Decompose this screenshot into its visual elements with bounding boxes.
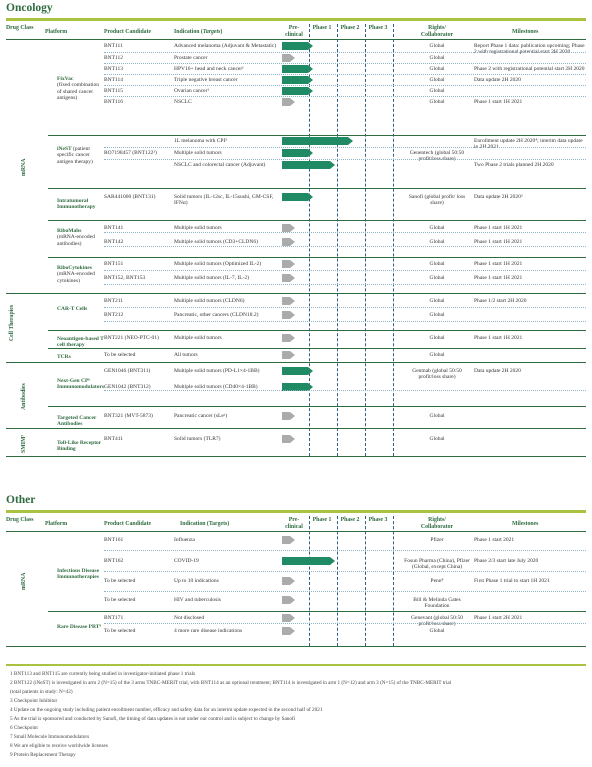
row-separator bbox=[104, 390, 586, 391]
rights-collaborator: Global bbox=[429, 239, 445, 245]
row-separator bbox=[104, 52, 586, 53]
hdr-drug-class: Drug Class bbox=[6, 517, 34, 523]
row-separator bbox=[104, 63, 586, 64]
product-candidate: To be selected bbox=[104, 597, 136, 603]
milestone: Phase 2 with registrational potential start 2H 2020 bbox=[474, 66, 585, 72]
indication: Multiple solid tumors bbox=[174, 150, 222, 156]
other-phase-arrow bbox=[282, 577, 295, 585]
row-separator bbox=[104, 321, 586, 322]
oncology-phase-arrow bbox=[282, 54, 295, 62]
row-separator bbox=[104, 270, 586, 271]
footnote: 7 Small Molecule Immunomodulators bbox=[10, 734, 90, 740]
product-candidate: BNT161 bbox=[104, 537, 124, 543]
hdr-preclinical: Pre-clinical bbox=[285, 25, 303, 38]
row-separator bbox=[104, 284, 586, 285]
indication: Influenza bbox=[174, 537, 195, 543]
oncology-phase-arrow bbox=[282, 367, 313, 375]
product-candidate: BNT113 bbox=[104, 66, 124, 72]
indication: Pancreatic, other cancers (CLDN18.2) bbox=[174, 312, 259, 318]
footnote: 3 Checkpoint Inhibitor bbox=[10, 698, 58, 704]
group-line bbox=[48, 406, 586, 407]
milestone: Phase 1 start 1H 2021 bbox=[474, 99, 523, 105]
footnote: 1 BNT113 and BNT115 are currently being studied in investigator-initiated phase 1 trials bbox=[10, 671, 196, 677]
class-mrna: mRNA bbox=[21, 158, 27, 176]
product-candidate: BNT142 bbox=[104, 239, 124, 245]
oncology-phase-arrow bbox=[282, 193, 313, 201]
other-header-line bbox=[6, 531, 586, 532]
milestone: Phase 1 start 1H 2021 bbox=[474, 261, 523, 267]
oncology-phase-arrow bbox=[282, 98, 295, 106]
rights-collaborator: Global bbox=[429, 413, 445, 419]
hdr-phase3: Phase 3 bbox=[368, 25, 388, 31]
other-phase-arrow bbox=[282, 536, 295, 544]
row-separator bbox=[104, 85, 586, 86]
indication: Multiple solid tumors (Optimized IL-2) bbox=[174, 261, 262, 267]
oncology-phase-arrow bbox=[282, 238, 295, 246]
indication: HIV and tuberculosis bbox=[174, 597, 221, 603]
other-phase-arrow bbox=[282, 627, 295, 635]
rights-collaborator: Global bbox=[429, 55, 445, 61]
indication: Advanced melanoma (Adjuvant & Metastatic) bbox=[174, 43, 277, 49]
other-phase-arrow bbox=[282, 596, 295, 604]
product-candidate: BNT115 bbox=[104, 88, 124, 94]
product-candidate: BNT141 bbox=[104, 225, 124, 231]
oncology-phase-arrow bbox=[282, 161, 335, 169]
hdr-phase3: Phase 3 bbox=[368, 517, 388, 523]
product-candidate: BNT152, BNT153 bbox=[104, 275, 146, 281]
dash-line bbox=[337, 24, 338, 456]
row-separator bbox=[104, 571, 586, 572]
hdr-phase1: Phase 1 bbox=[312, 517, 332, 523]
indication: Solid tumors (IL-12sc, IL-15sushi, GM-CSF, IFNα) bbox=[174, 194, 274, 207]
hdr-platform: Platform bbox=[45, 29, 68, 35]
rights-collaborator: Global bbox=[429, 88, 445, 94]
rights-collaborator: Global bbox=[429, 335, 445, 341]
indication: Pancreatic cancer (sLeᵃ) bbox=[174, 413, 228, 419]
milestone: First Phase 1 trial to start 1H 2021 bbox=[474, 578, 550, 584]
indication: HPV16+ head and neck cancer¹ bbox=[174, 66, 244, 72]
product-candidate: BNT411 bbox=[104, 436, 124, 442]
rights-collaborator: Sanofi (global profit/ loss share) bbox=[408, 194, 466, 207]
platform-cart: CAR-T Cells bbox=[57, 306, 88, 312]
milestone: Phase 1/2 start 2H 2020 bbox=[474, 298, 527, 304]
platform-neoantigen: Neoantigen-based T cell therapy bbox=[57, 336, 104, 349]
footnote: 5 As the trial is sponsored and conducted by Sanofi, the timing of data updates is not under our control and is subject to change by Sanofi bbox=[10, 716, 296, 722]
product-candidate: To be selected bbox=[104, 628, 136, 634]
platform-ribocytokines: RiboCytokines (mRNA-encoded cytokines) bbox=[57, 265, 95, 284]
product-candidate: BNT171 bbox=[104, 615, 124, 621]
hdr-rights: Rights/ Collaborator bbox=[420, 517, 454, 530]
milestone: Data update 2H 2020⁵ bbox=[474, 194, 523, 200]
row-separator bbox=[104, 623, 586, 624]
indication: Multiple solid tumors (CD3+CLDN6) bbox=[174, 239, 258, 245]
row-separator bbox=[104, 147, 586, 148]
row-separator bbox=[104, 159, 586, 160]
class-antibodies: Antibodies bbox=[21, 383, 27, 410]
product-candidate: BNT151 bbox=[104, 261, 124, 267]
group-line bbox=[6, 456, 586, 457]
hdr-indication: Indication (Targets) bbox=[180, 521, 230, 527]
rights-collaborator: Global bbox=[429, 77, 445, 83]
oncology-phase-arrow bbox=[282, 224, 295, 232]
group-line bbox=[6, 362, 586, 363]
oncology-phase-arrow bbox=[282, 334, 295, 342]
class-mrna: mRNA bbox=[21, 572, 27, 590]
rights-collaborator: Penn⁸ bbox=[430, 578, 444, 584]
product-candidate: BNT112 bbox=[104, 55, 124, 61]
rights-collaborator: Global bbox=[429, 99, 445, 105]
platform-inest: iNeST (patient specific cancer antigen therapy) bbox=[57, 146, 93, 165]
rights-collaborator: Genentech (global 50:50 profit/loss share) bbox=[409, 150, 465, 163]
rights-collaborator: Genevant (global 50:50 profit/loss share) bbox=[411, 615, 463, 628]
oncology-phase-arrow bbox=[282, 311, 295, 319]
oncology-phase-arrow bbox=[282, 149, 313, 157]
indication: NSCLC bbox=[174, 99, 192, 105]
dash-line bbox=[393, 24, 394, 456]
platform-nextgen: Next-Gen CP⁶ Immunomodulators bbox=[57, 378, 105, 391]
milestone: Phase 1 start 1H 2021 bbox=[474, 275, 523, 281]
rights-collaborator: Global bbox=[429, 298, 445, 304]
hdr-phase2: Phase 2 bbox=[340, 25, 360, 31]
product-candidate: GEN1042 (BNT312) bbox=[104, 384, 151, 390]
rights-collaborator: Global bbox=[429, 66, 445, 72]
milestone: Phase 1 start 1H 2021 bbox=[474, 225, 523, 231]
indication: Prostate cancer bbox=[174, 55, 208, 61]
product-candidate: BNT111 bbox=[104, 43, 123, 49]
hdr-product: Product Candidate bbox=[104, 29, 152, 35]
row-separator bbox=[104, 307, 586, 308]
indication: COVID-19 bbox=[174, 558, 199, 564]
oncology-phase-arrow bbox=[282, 412, 295, 420]
oncology-title: Oncology bbox=[6, 2, 53, 14]
product-candidate: RO7198457 (BNT122²) bbox=[104, 150, 157, 156]
milestone: Phase 1 start 2H 2021 bbox=[474, 615, 523, 621]
class-smim: SMIM⁷ bbox=[21, 434, 27, 453]
indication: Not disclosed bbox=[174, 615, 205, 621]
group-line bbox=[6, 293, 586, 294]
platform-targeted: Targeted Cancer Antibodies bbox=[57, 415, 97, 428]
footnote: 6 Checkpoint bbox=[10, 725, 38, 731]
row-separator bbox=[104, 232, 586, 233]
row-separator bbox=[104, 96, 586, 97]
milestone: Report Phase 1 data: publication upcoming; Phase 2 with registrational potential start 2H 2020 bbox=[474, 43, 585, 56]
indication: 1L melanoma with CPI³ bbox=[174, 138, 227, 144]
hdr-platform: Platform bbox=[45, 521, 68, 527]
rights-collaborator: Global bbox=[429, 225, 445, 231]
milestone: Enrollment update 2H 2020⁴; interim data update in 2H 2021 bbox=[474, 138, 583, 151]
dash-line bbox=[393, 516, 394, 646]
hdr-phase1: Phase 1 bbox=[312, 25, 332, 31]
dash-line bbox=[365, 516, 366, 646]
dash-line bbox=[365, 24, 366, 456]
other-phase-arrow bbox=[282, 614, 295, 622]
indication: Multiple solid tumors bbox=[174, 335, 222, 341]
hdr-phase2: Phase 2 bbox=[340, 517, 360, 523]
oncology-phase-arrow bbox=[282, 87, 313, 95]
oncology-header-line bbox=[6, 39, 586, 40]
footnote: 2 BNT122 (iNeST) is investigated in arm 2 (N=15) of the 3 arms TNBC-MERIT trial, with BNT114 as an optional treatment; BNT114 is investigated in arm 1 (N=12) and arm 3 (N=15) of the TNBC-MERIT trial bbox=[10, 680, 452, 686]
oncology-phase-arrow bbox=[282, 42, 313, 50]
oncology-phase-arrow bbox=[282, 137, 353, 145]
milestone: Data update 2H 2020 bbox=[474, 368, 521, 374]
group-line bbox=[48, 188, 586, 189]
group-line bbox=[48, 611, 586, 612]
milestone: Phase 1 start 1H 2021 bbox=[474, 335, 523, 341]
class-cell-therapies: Cell Therapies bbox=[9, 304, 15, 341]
oncology-phase-arrow bbox=[282, 76, 313, 84]
indication: Multiple solid tumors (IL-7, IL-2) bbox=[174, 275, 250, 281]
group-line bbox=[48, 220, 586, 221]
platform-fixvac: FixVac (fixed combination of shared cancer antigens) bbox=[57, 76, 100, 102]
rights-collaborator: Global bbox=[429, 628, 445, 634]
indication: Multiple solid tumors (CLDN6) bbox=[174, 298, 245, 304]
hdr-milestones: Milestones bbox=[512, 29, 539, 35]
other-accent-bar bbox=[6, 510, 586, 513]
oncology-phase-arrow bbox=[282, 65, 313, 73]
product-candidate: BNT321 (MVT-5873) bbox=[104, 413, 153, 419]
indication: Multiple solid tumors (CD40×4-1BB) bbox=[174, 384, 258, 390]
product-candidate: BNT116 bbox=[104, 99, 124, 105]
rights-collaborator: Global bbox=[429, 261, 445, 267]
product-candidate: GEN1046 (BNT311) bbox=[104, 368, 151, 374]
dash-line bbox=[337, 516, 338, 646]
platform-ribomabs: RiboMabs (mRNA-encoded antibodies) bbox=[57, 228, 95, 247]
group-line bbox=[6, 646, 586, 647]
indication: All tumors bbox=[174, 352, 198, 358]
oncology-phase-arrow bbox=[282, 274, 295, 282]
hdr-rights: Rights/ Collaborator bbox=[420, 25, 454, 38]
other-title: Other bbox=[6, 494, 36, 506]
dash-line bbox=[309, 516, 310, 646]
oncology-phase-arrow bbox=[282, 435, 295, 443]
rights-collaborator: Global bbox=[429, 352, 445, 358]
row-separator bbox=[104, 246, 586, 247]
hdr-drug-class: Drug Class bbox=[6, 25, 34, 31]
hdr-preclinical: Pre-clinical bbox=[285, 517, 303, 530]
indication: Multiple solid tumors (PD-L1×4-1BB) bbox=[174, 368, 260, 374]
milestone: Two Phase 2 trials planned 2H 2020 bbox=[474, 162, 554, 168]
milestone: Phase 1 start 1H 2021 bbox=[474, 239, 523, 245]
platform-tcrs: TCRs bbox=[57, 354, 71, 360]
milestone: Phase 1 start 2021 bbox=[474, 537, 515, 543]
indication: Ovarian cancer¹ bbox=[174, 88, 210, 94]
platform-intratumoral: Intratumoral Immunotherapy bbox=[57, 198, 96, 211]
product-candidate: SAR441000 (BNT131) bbox=[104, 194, 156, 200]
rights-collaborator: Global bbox=[429, 275, 445, 281]
row-separator bbox=[104, 591, 586, 592]
indication: 4 more rare disease indications bbox=[174, 628, 243, 634]
hdr-indication: Indication (Targets) bbox=[174, 29, 223, 35]
rights-collaborator: Bill & Melinda Gates Foundation bbox=[413, 597, 461, 610]
group-line bbox=[48, 330, 586, 331]
rights-collaborator: Global bbox=[429, 312, 445, 318]
product-candidate: BNT221 (NEO-PTC-01) bbox=[104, 335, 159, 341]
group-line bbox=[48, 257, 586, 258]
footnote-accent-bar bbox=[6, 664, 586, 666]
rights-collaborator: Global bbox=[429, 436, 445, 442]
rights-collaborator: Pfizer bbox=[430, 537, 444, 543]
oncology-phase-arrow bbox=[282, 351, 295, 359]
indication: Triple negative breast cancer bbox=[174, 77, 238, 83]
row-separator bbox=[104, 74, 586, 75]
hdr-product: Product Candidate bbox=[104, 521, 152, 527]
group-line bbox=[6, 428, 586, 429]
hdr-milestones: Milestones bbox=[512, 521, 539, 527]
footnote: 9 Protein Replacement Therapy bbox=[10, 752, 76, 758]
group-line bbox=[48, 135, 586, 136]
row-separator bbox=[104, 550, 586, 551]
oncology-phase-arrow bbox=[282, 297, 295, 305]
footnote: 4 Update on the ongoing study including patient enrollment number, efficacy and safety data for an interim update expected in the second half of 2021 bbox=[10, 707, 323, 713]
product-candidate: BNT162 bbox=[104, 558, 124, 564]
oncology-phase-arrow bbox=[282, 260, 295, 268]
product-candidate: BNT114 bbox=[104, 77, 124, 83]
rights-collaborator: Fosun Pharma (China), Pfizer (Global, except China) bbox=[404, 558, 470, 571]
footnote: 8 We are eligible to receive worldwide licenses bbox=[10, 743, 108, 749]
indication: Multiple solid tumors bbox=[174, 225, 222, 231]
product-candidate: BNT211 bbox=[104, 298, 124, 304]
other-phase-arrow bbox=[282, 557, 335, 565]
rights-collaborator: Global bbox=[429, 43, 445, 49]
indication: NSCLC and colorectal cancer (Adjuvant) bbox=[174, 162, 266, 168]
product-candidate: BNT212 bbox=[104, 312, 124, 318]
milestone: Phase 2/3 start late July 2020 bbox=[474, 558, 539, 564]
product-candidate: To be selected bbox=[104, 578, 136, 584]
group-line bbox=[48, 348, 586, 349]
platform-tlr: Toll-Like Receptor Binding bbox=[57, 440, 102, 453]
indication: Solid tumors (TLR7) bbox=[174, 436, 221, 442]
product-candidate: To be selected bbox=[104, 352, 136, 358]
oncology-accent-bar bbox=[6, 18, 586, 21]
footnote: (total patients in study: N=42) bbox=[10, 689, 73, 695]
rights-collaborator: Genmab (global 50:50 profit/loss share) bbox=[412, 368, 462, 381]
platform-infectious: Infectious Disease Immunotherapies bbox=[57, 568, 100, 581]
platform-rare: Rare Disease PRT⁹ bbox=[57, 624, 102, 630]
milestone: Data update 2H 2020 bbox=[474, 77, 521, 83]
indication: Up to 10 indications bbox=[174, 578, 219, 584]
